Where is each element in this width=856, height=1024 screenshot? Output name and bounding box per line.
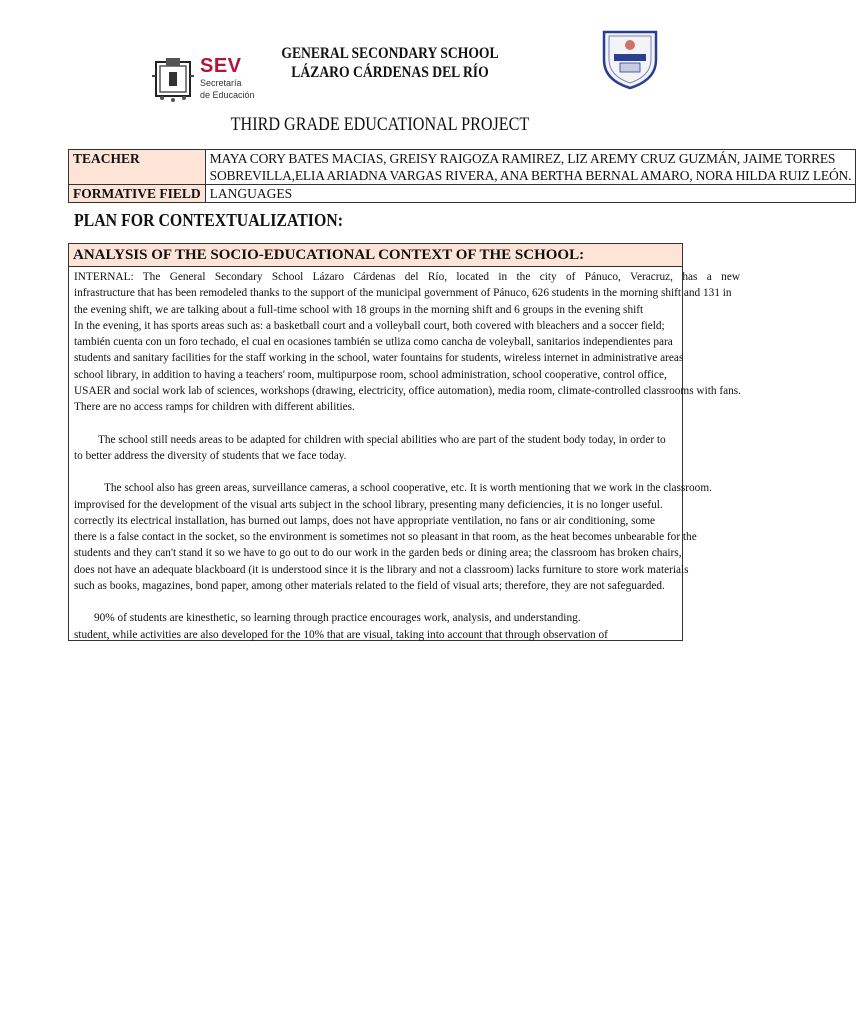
sev-logo xyxy=(152,52,262,104)
paragraph-line: There are no access ramps for children with different abilities. xyxy=(74,401,355,414)
paragraph-line: to better address the diversity of students that we face today. xyxy=(74,449,347,462)
paragraph-line: INTERNAL: The General Secondary School Lázaro Cárdenas del Río, located in the city of Pánuco, Veracruz, has a new xyxy=(74,271,740,283)
paragraph-line: infrastructure that has been remodeled thanks to the support of the municipal government of Pánuco, 626 students in the morning shift and 131 in xyxy=(74,287,732,300)
paragraph-line: the evening shift, we are talking about a full-time school with 18 groups in the morning shift and 6 groups in the evening shift xyxy=(74,303,644,316)
teacher-row xyxy=(69,150,856,185)
state-seal-icon xyxy=(152,54,194,102)
school-crest-icon xyxy=(600,26,660,90)
info-table xyxy=(68,149,856,203)
teacher-label: TEACHER xyxy=(69,150,206,185)
paragraph-line: The school still needs areas to be adapted for children with special abilities who are part of the student body today, in order to xyxy=(98,433,666,446)
paragraph-line: does not have an adequate blackboard (it is understood since it is the library and not a classroom) lacks furniture to store work materials xyxy=(74,563,689,576)
school-title xyxy=(258,44,522,82)
paragraph-line: correctly its electrical installation, has burned out lamps, does not have appropriate ventilation, no fans or air conditioning, some xyxy=(74,514,656,527)
paragraph-line: such as books, magazines, bond paper, among other materials related to the field of visual arts; therefore, they are not safeguarded. xyxy=(74,580,665,593)
sev-logo-line2: de Educación xyxy=(200,90,255,100)
school-title-line2: LÁZARO CÁRDENAS DEL RÍO xyxy=(291,64,489,81)
formative-field-label: FORMATIVE FIELD xyxy=(69,185,206,203)
paragraph-line: The school also has green areas, surveillance cameras, a school cooperative, etc. It is worth mentioning that we work in the classroom. xyxy=(104,482,712,495)
sev-logo-line1: Secretaría xyxy=(200,78,242,88)
teacher-value xyxy=(205,150,856,185)
analysis-heading: ANALYSIS OF THE SOCIO-EDUCATIONAL CONTEXT OF THE SCHOOL: xyxy=(69,244,682,267)
paragraph-line: school library, in addition to having a teachers' room, multipurpose room, school administration, school cooperative, control office, xyxy=(74,368,667,381)
paragraph-line: there is a false contact in the socket, so the environment is sometimes not so pleasant in that room, as the heat becomes unbearable for the xyxy=(74,531,697,544)
school-title-line1: GENERAL SECONDARY SCHOOL xyxy=(281,45,499,62)
paragraph-line: student, while activities are also developed for the 10% that are visual, taking into account that through observation of xyxy=(74,628,608,641)
teacher-line-1: MAYA CORY BATES MACIAS, GREISY RAIGOZA RAMIREZ, LIZ AREMY CRUZ GUZMÁN, JAIME TORRES xyxy=(209,151,836,166)
paragraph-line: In the evening, it has sports areas such as: a basketball court and a volleyball court, both covered with bleachers and a soccer field; xyxy=(74,319,665,332)
teacher-line-2: SOBREVILLA,ELIA ARIADNA VARGAS RIVERA, ANA BERTHA BERNAL AMARO, NORA HILDA RUIZ LEÓN. xyxy=(209,168,852,183)
paragraph-line: 90% of students are kinesthetic, so learning through practice encourages work, analysis, and understanding. xyxy=(94,612,581,625)
paragraph-line: USAER and social work lab of sciences, workshops (drawing, electricity, office automation), media room, climate-controlled classrooms with fans. xyxy=(74,385,741,398)
plan-heading: PLAN FOR CONTEXTUALIZATION: xyxy=(74,210,344,230)
sev-logo-name: SEV xyxy=(200,55,242,77)
analysis-body xyxy=(69,267,741,643)
analysis-section xyxy=(68,243,741,641)
paragraph-line: improvised for the development of the visual arts subject in the school library, presenting many deficiencies, it is no longer useful. xyxy=(74,498,663,511)
project-title: THIRD GRADE EDUCATIONAL PROJECT xyxy=(230,114,530,135)
paragraph-line: students and sanitary facilities for the staff working in the school, water fountains for students, wireless internet in administrative areas xyxy=(74,352,684,365)
formative-field-value: LANGUAGES xyxy=(205,185,856,203)
formative-field-row xyxy=(69,185,856,203)
paragraph-line: también cuenta con un foro techado, el cual en ocasiones también se utliza como cancha de voleyball, sanitarios independientes para xyxy=(74,336,673,349)
paragraph-line: students and they can't stand it so we have to go out to do our work in the garden beds or dining area; the classroom has broken chairs, xyxy=(74,547,682,560)
